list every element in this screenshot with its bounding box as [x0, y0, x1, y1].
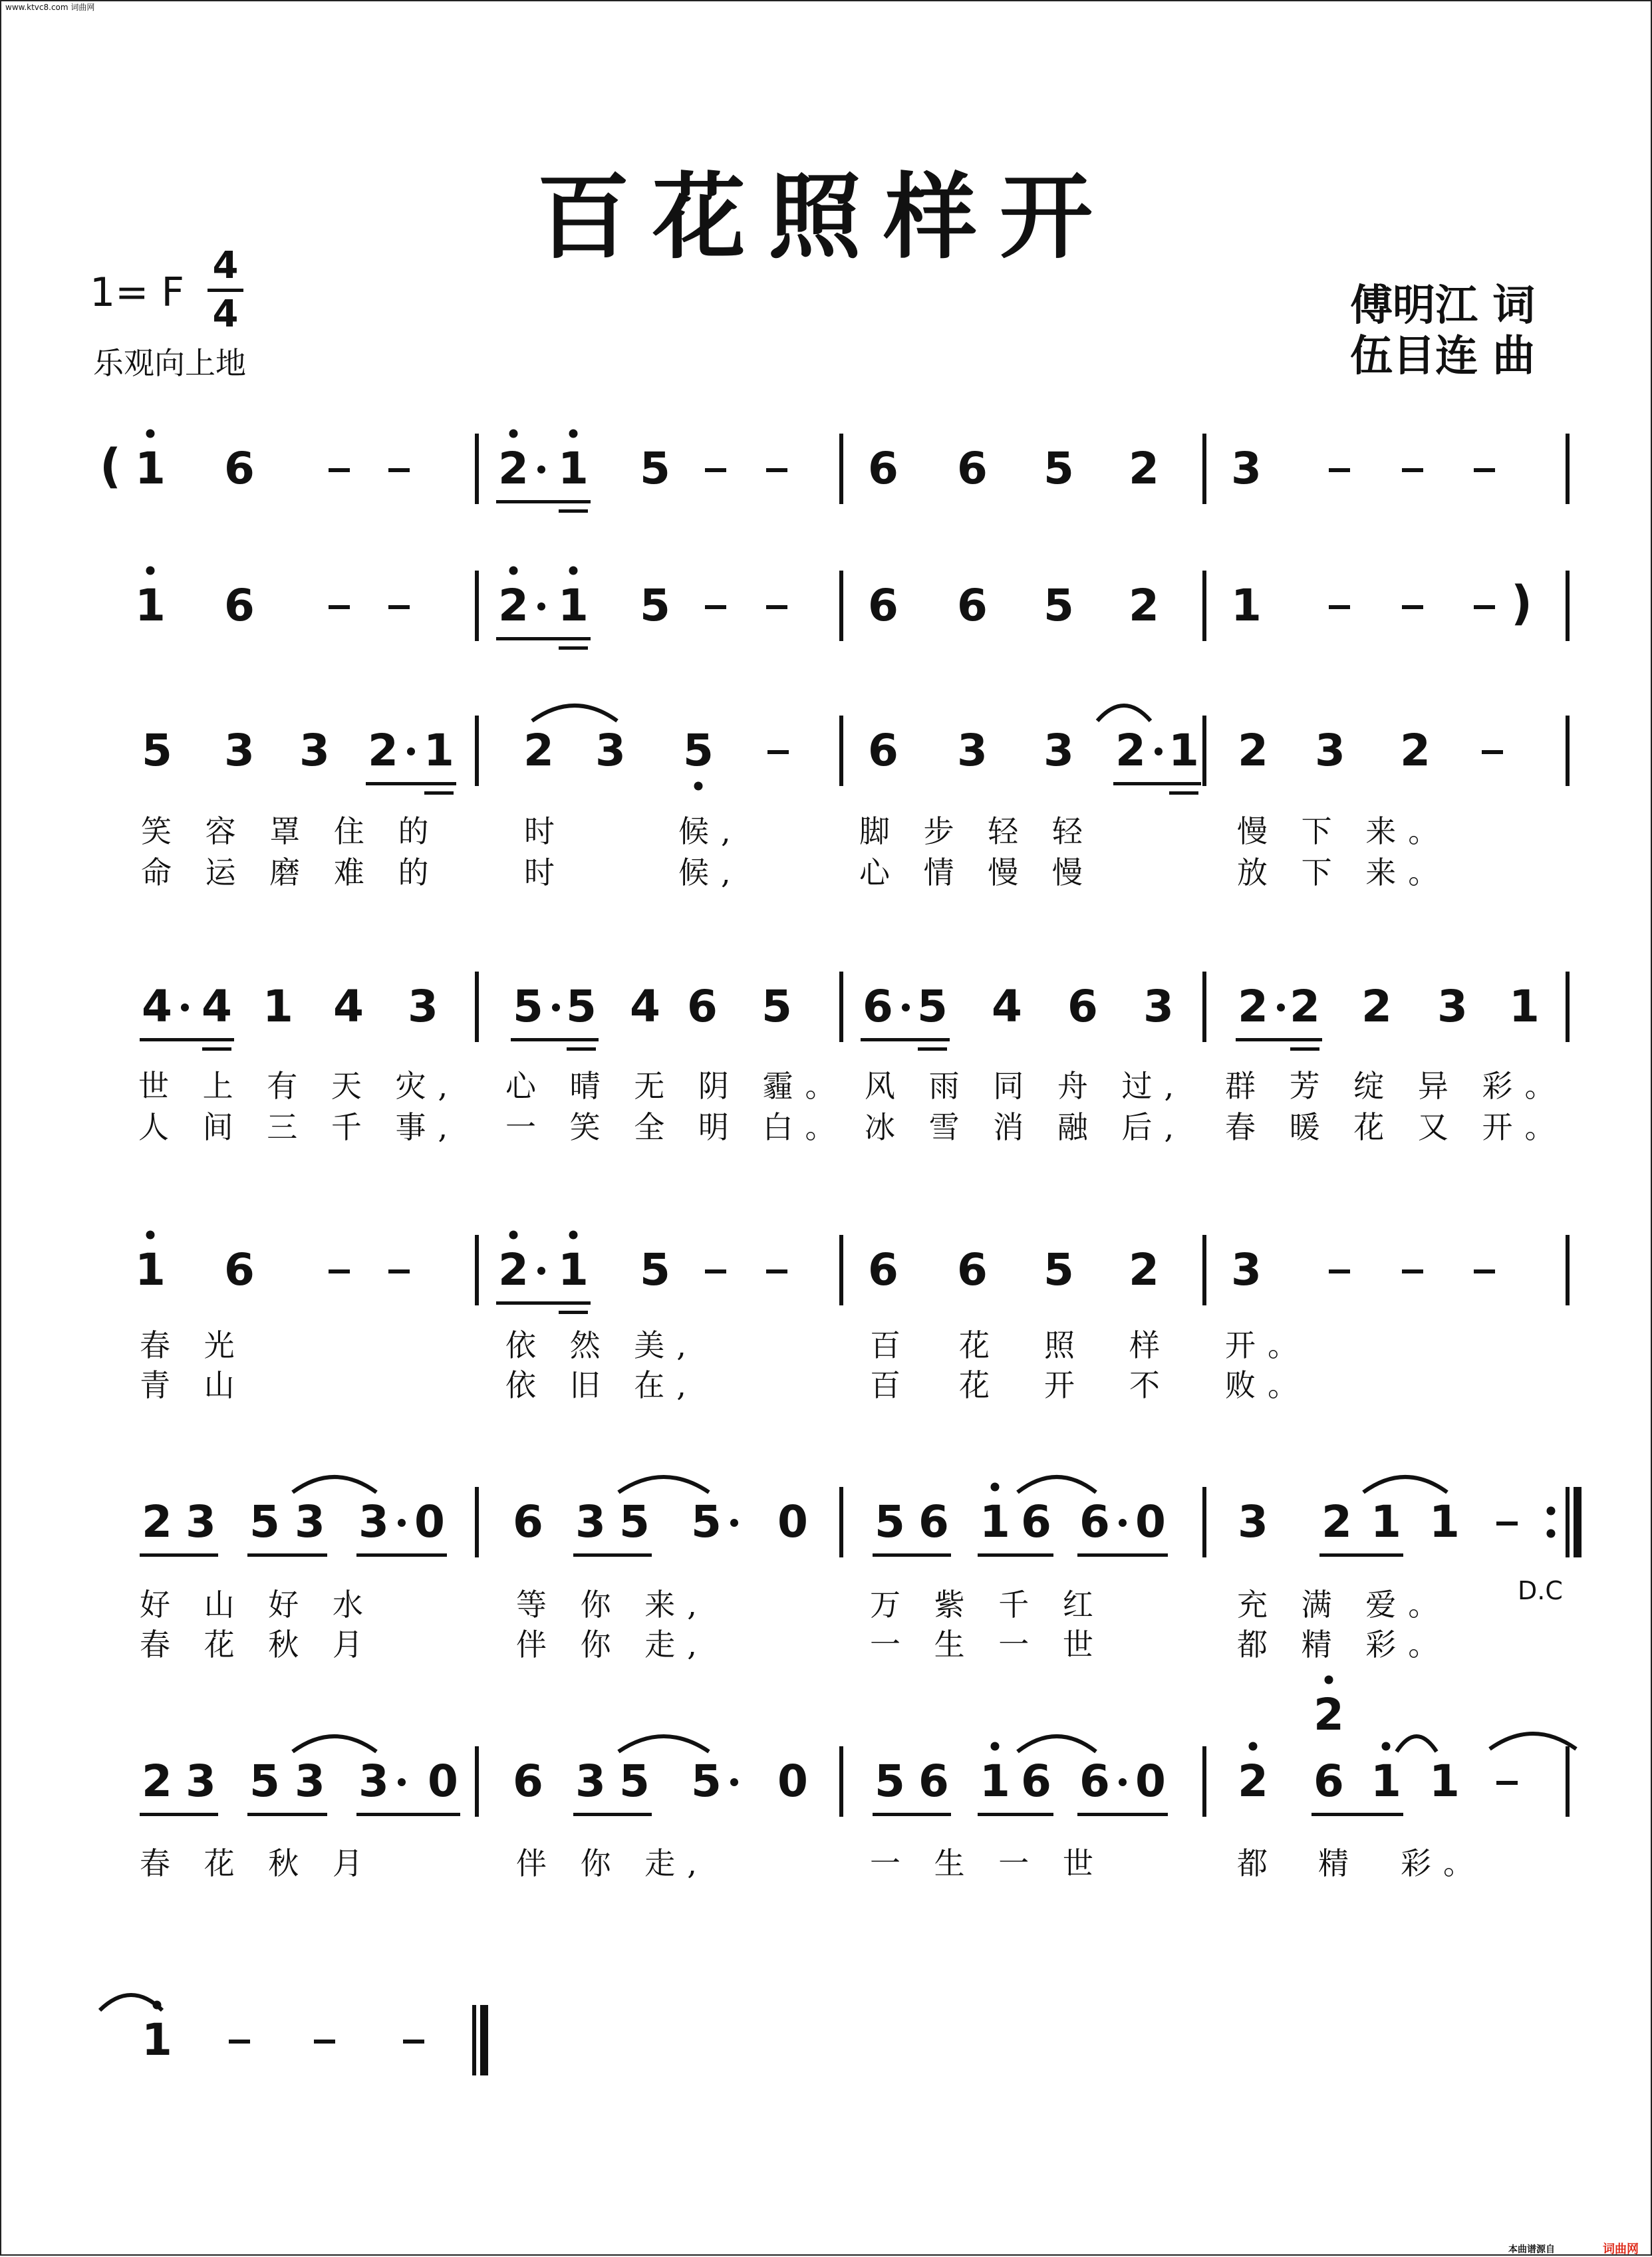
slur — [293, 1477, 376, 1492]
note: 2 — [1129, 1244, 1159, 1295]
lyric-line: 百 — [870, 1327, 912, 1363]
note: 5 — [875, 1756, 905, 1807]
lyric-line: 笑 容 罩 住 的 — [141, 813, 441, 849]
note: 5 — [875, 1496, 905, 1547]
composer: 伍目连 曲 — [1350, 332, 1536, 381]
note: 2 — [498, 1244, 529, 1295]
lyric-line: 脚 步 轻 轻 — [859, 813, 1095, 849]
note: 6 — [687, 981, 718, 1032]
note: 1 — [1509, 981, 1540, 1032]
note: 5 — [1043, 443, 1074, 494]
note: 3 — [575, 1756, 606, 1807]
lyric-line: 好 山 好 水 — [140, 1587, 375, 1623]
note: 3 — [358, 1496, 389, 1547]
lyric-line: 花 — [959, 1367, 1002, 1403]
note: 2 — [1400, 725, 1431, 776]
note: 1 — [1231, 580, 1262, 631]
note: 5 — [640, 1244, 670, 1295]
tempo-mood: 乐观向上地 — [93, 345, 246, 381]
note: 6 — [224, 443, 255, 494]
lyric-line: 等 你 来, — [516, 1587, 709, 1623]
note: 6 — [224, 580, 255, 631]
note: 0 — [777, 1756, 808, 1807]
note: 2 — [1321, 1496, 1352, 1547]
lyric-line: 彩。 — [1401, 1845, 1486, 1881]
note: 6 — [224, 1244, 255, 1295]
slur — [532, 706, 617, 721]
note: 4 — [142, 981, 172, 1032]
lyric-line: 不 — [1129, 1367, 1172, 1403]
note: 0 — [414, 1496, 445, 1547]
note: 3 — [1238, 1496, 1268, 1547]
note: 5 — [249, 1496, 280, 1547]
note: 2 — [1129, 443, 1159, 494]
note: 4 — [202, 981, 232, 1032]
lyric-line: 人 间 三 千 事, — [138, 1109, 460, 1145]
lyric-line: 伴 你 走, — [516, 1845, 709, 1881]
note: 3 — [575, 1496, 606, 1547]
lyric-line: 慢 下 来。 — [1237, 813, 1451, 849]
note: 1 — [980, 1496, 1010, 1547]
note: 5 — [513, 981, 543, 1032]
note: 1 — [1169, 725, 1199, 776]
note: 6 — [957, 580, 988, 631]
slur — [1018, 1736, 1096, 1752]
lyric-line: 命 运 磨 难 的 — [141, 855, 441, 890]
note: 6 — [957, 443, 988, 494]
note: 5 — [619, 1756, 650, 1807]
note: 0 — [777, 1496, 808, 1547]
note: 6 — [868, 443, 898, 494]
note: 3 — [1143, 981, 1174, 1032]
note: 3 — [1043, 725, 1074, 776]
note: 2 — [1290, 981, 1320, 1032]
lyric-line: 候, — [678, 813, 743, 849]
lyric-line: 伴 你 走, — [516, 1627, 709, 1662]
note: 5 — [1043, 1244, 1074, 1295]
note: 5 — [761, 981, 792, 1032]
note: 6 — [1079, 1756, 1110, 1807]
note: 6 — [918, 1756, 949, 1807]
slur — [1490, 1734, 1576, 1749]
slur — [293, 1736, 376, 1752]
note: 2 — [1238, 725, 1268, 776]
note: 4 — [992, 981, 1022, 1032]
source-mark: www.ktvc8.com 词曲网 — [5, 3, 95, 12]
note: 0 — [1135, 1756, 1166, 1807]
lyric-line: 依 然 美, — [505, 1327, 698, 1363]
note: 2 — [142, 1756, 172, 1807]
note: 6 — [957, 1244, 988, 1295]
song-title: 百花照样开 — [536, 163, 1115, 272]
note: 6 — [1079, 1496, 1110, 1547]
note: 3 — [408, 981, 438, 1032]
note: 3 — [957, 725, 988, 776]
lyric-line: 春 花 秋 月 — [140, 1627, 375, 1662]
note: 2 — [523, 725, 554, 776]
note: 2 — [1313, 1689, 1344, 1740]
note: 6 — [868, 725, 898, 776]
slur — [1363, 1477, 1447, 1492]
lyric-line: 冰 雪 消 融 后, — [865, 1109, 1186, 1145]
lyric-line: 一 生 一 世 — [870, 1845, 1105, 1881]
footer-site: 词曲网 — [1603, 2242, 1639, 2256]
note: 2 — [1238, 981, 1268, 1032]
time-signature-bottom: 4 — [212, 293, 239, 336]
lyric-line: 心 晴 无 阴 霾。 — [505, 1068, 848, 1104]
lyric-line: 一 笑 全 明 白。 — [505, 1109, 848, 1145]
lyric-line: 照 — [1044, 1327, 1087, 1363]
footer-source: 本曲谱源自 — [1508, 2244, 1555, 2255]
lyric-line: 充 满 爱。 — [1237, 1587, 1451, 1623]
lyric-line: 开。 — [1225, 1327, 1310, 1363]
note: 4 — [630, 981, 660, 1032]
note: 5 — [249, 1756, 280, 1807]
note: 2 — [1129, 580, 1159, 631]
lyric-line: 花 — [959, 1327, 1002, 1363]
note: 4 — [333, 981, 364, 1032]
note: 3 — [1437, 981, 1468, 1032]
slur — [1097, 706, 1151, 721]
lyric-line: 败。 — [1225, 1367, 1310, 1403]
lyric-line: 都 — [1237, 1845, 1280, 1881]
lyric-line: 一 生 一 世 — [870, 1627, 1105, 1662]
note: 6 — [513, 1496, 543, 1547]
note: 6 — [918, 1496, 949, 1547]
note: 2 — [498, 443, 529, 494]
lyric-line: 春 光 — [140, 1327, 247, 1363]
note: 3 — [224, 725, 255, 776]
note: 2 — [498, 580, 529, 631]
note: 5 — [917, 981, 948, 1032]
note: 1 — [1429, 1496, 1460, 1547]
note: 6 — [1067, 981, 1098, 1032]
note: 1 — [424, 725, 454, 776]
lyric-line: 精 — [1318, 1845, 1361, 1881]
note: 3 — [595, 725, 626, 776]
lyric-line: 样 — [1129, 1327, 1172, 1363]
note: 1 — [1371, 1756, 1401, 1807]
lyric-line: 开 — [1044, 1367, 1087, 1403]
lyric-line: 青 山 — [140, 1367, 247, 1403]
lyric-line: 春 暖 花 又 开。 — [1225, 1109, 1568, 1145]
lyricist: 傅明江 词 — [1350, 281, 1536, 331]
lyric-line: 群 芳 绽 异 彩。 — [1225, 1068, 1568, 1104]
slur — [619, 1736, 709, 1752]
note: 6 — [1021, 1756, 1051, 1807]
lyric-line: 百 — [870, 1367, 912, 1403]
dc-mark: D.C — [1518, 1576, 1563, 1605]
lyric-line: 都 精 彩。 — [1237, 1627, 1451, 1662]
note: 5 — [142, 725, 172, 776]
note: 6 — [868, 1244, 898, 1295]
slur — [619, 1477, 709, 1492]
note: 0 — [428, 1756, 458, 1807]
lyric-line: 时 — [524, 813, 567, 849]
note: 1 — [135, 580, 166, 631]
note: 1 — [1429, 1756, 1460, 1807]
lyric-line: 万 紫 千 红 — [870, 1587, 1105, 1623]
lyric-line: 春 花 秋 月 — [140, 1845, 375, 1881]
note: 0 — [1135, 1496, 1166, 1547]
lyric-line: 时 — [524, 855, 567, 890]
note: 5 — [566, 981, 597, 1032]
lyric-line: 心 情 慢 慢 — [859, 855, 1095, 890]
note: 6 — [868, 580, 898, 631]
lyric-line: 依 旧 在, — [505, 1367, 698, 1403]
note: 1 — [135, 443, 166, 494]
note: 6 — [1313, 1756, 1344, 1807]
note: 1 — [558, 580, 589, 631]
lyric-line: 风 雨 同 舟 过, — [865, 1068, 1186, 1104]
note: 5 — [691, 1496, 722, 1547]
note: 5 — [619, 1496, 650, 1547]
slur — [1397, 1736, 1437, 1752]
note: 3 — [295, 1756, 325, 1807]
key-signature: 1= F — [90, 269, 185, 316]
note: 6 — [513, 1756, 543, 1807]
note: 6 — [1021, 1496, 1051, 1547]
note: 1 — [142, 2014, 172, 2065]
time-signature-top: 4 — [212, 244, 239, 287]
note: 1 — [1371, 1496, 1401, 1547]
note: 3 — [186, 1756, 216, 1807]
slur — [1018, 1477, 1096, 1492]
note: 2 — [1115, 725, 1146, 776]
note: 2 — [368, 725, 398, 776]
note: 5 — [640, 443, 670, 494]
note: 5 — [683, 725, 714, 776]
note: 5 — [1043, 580, 1074, 631]
note: 1 — [558, 1244, 589, 1295]
note: 2 — [1361, 981, 1392, 1032]
lyric-line: 候, — [678, 855, 743, 890]
note: 1 — [263, 981, 293, 1032]
note: 3 — [1231, 443, 1262, 494]
note: 2 — [142, 1496, 172, 1547]
lyric-line: 放 下 来。 — [1237, 855, 1451, 890]
note: 3 — [358, 1756, 389, 1807]
note: 3 — [295, 1496, 325, 1547]
note: 1 — [558, 443, 589, 494]
open-paren: ( — [100, 439, 121, 493]
note: 1 — [135, 1244, 166, 1295]
lyric-line: 世 上 有 天 灾, — [138, 1068, 460, 1104]
note: 3 — [1231, 1244, 1262, 1295]
note: 3 — [299, 725, 330, 776]
note: 5 — [640, 580, 670, 631]
note: 3 — [186, 1496, 216, 1547]
note: 2 — [1238, 1756, 1268, 1807]
note: 5 — [691, 1756, 722, 1807]
note: 3 — [1315, 725, 1345, 776]
slur — [100, 1995, 162, 2010]
note: 6 — [863, 981, 893, 1032]
note: 1 — [980, 1756, 1010, 1807]
close-paren: ) — [1511, 576, 1532, 630]
